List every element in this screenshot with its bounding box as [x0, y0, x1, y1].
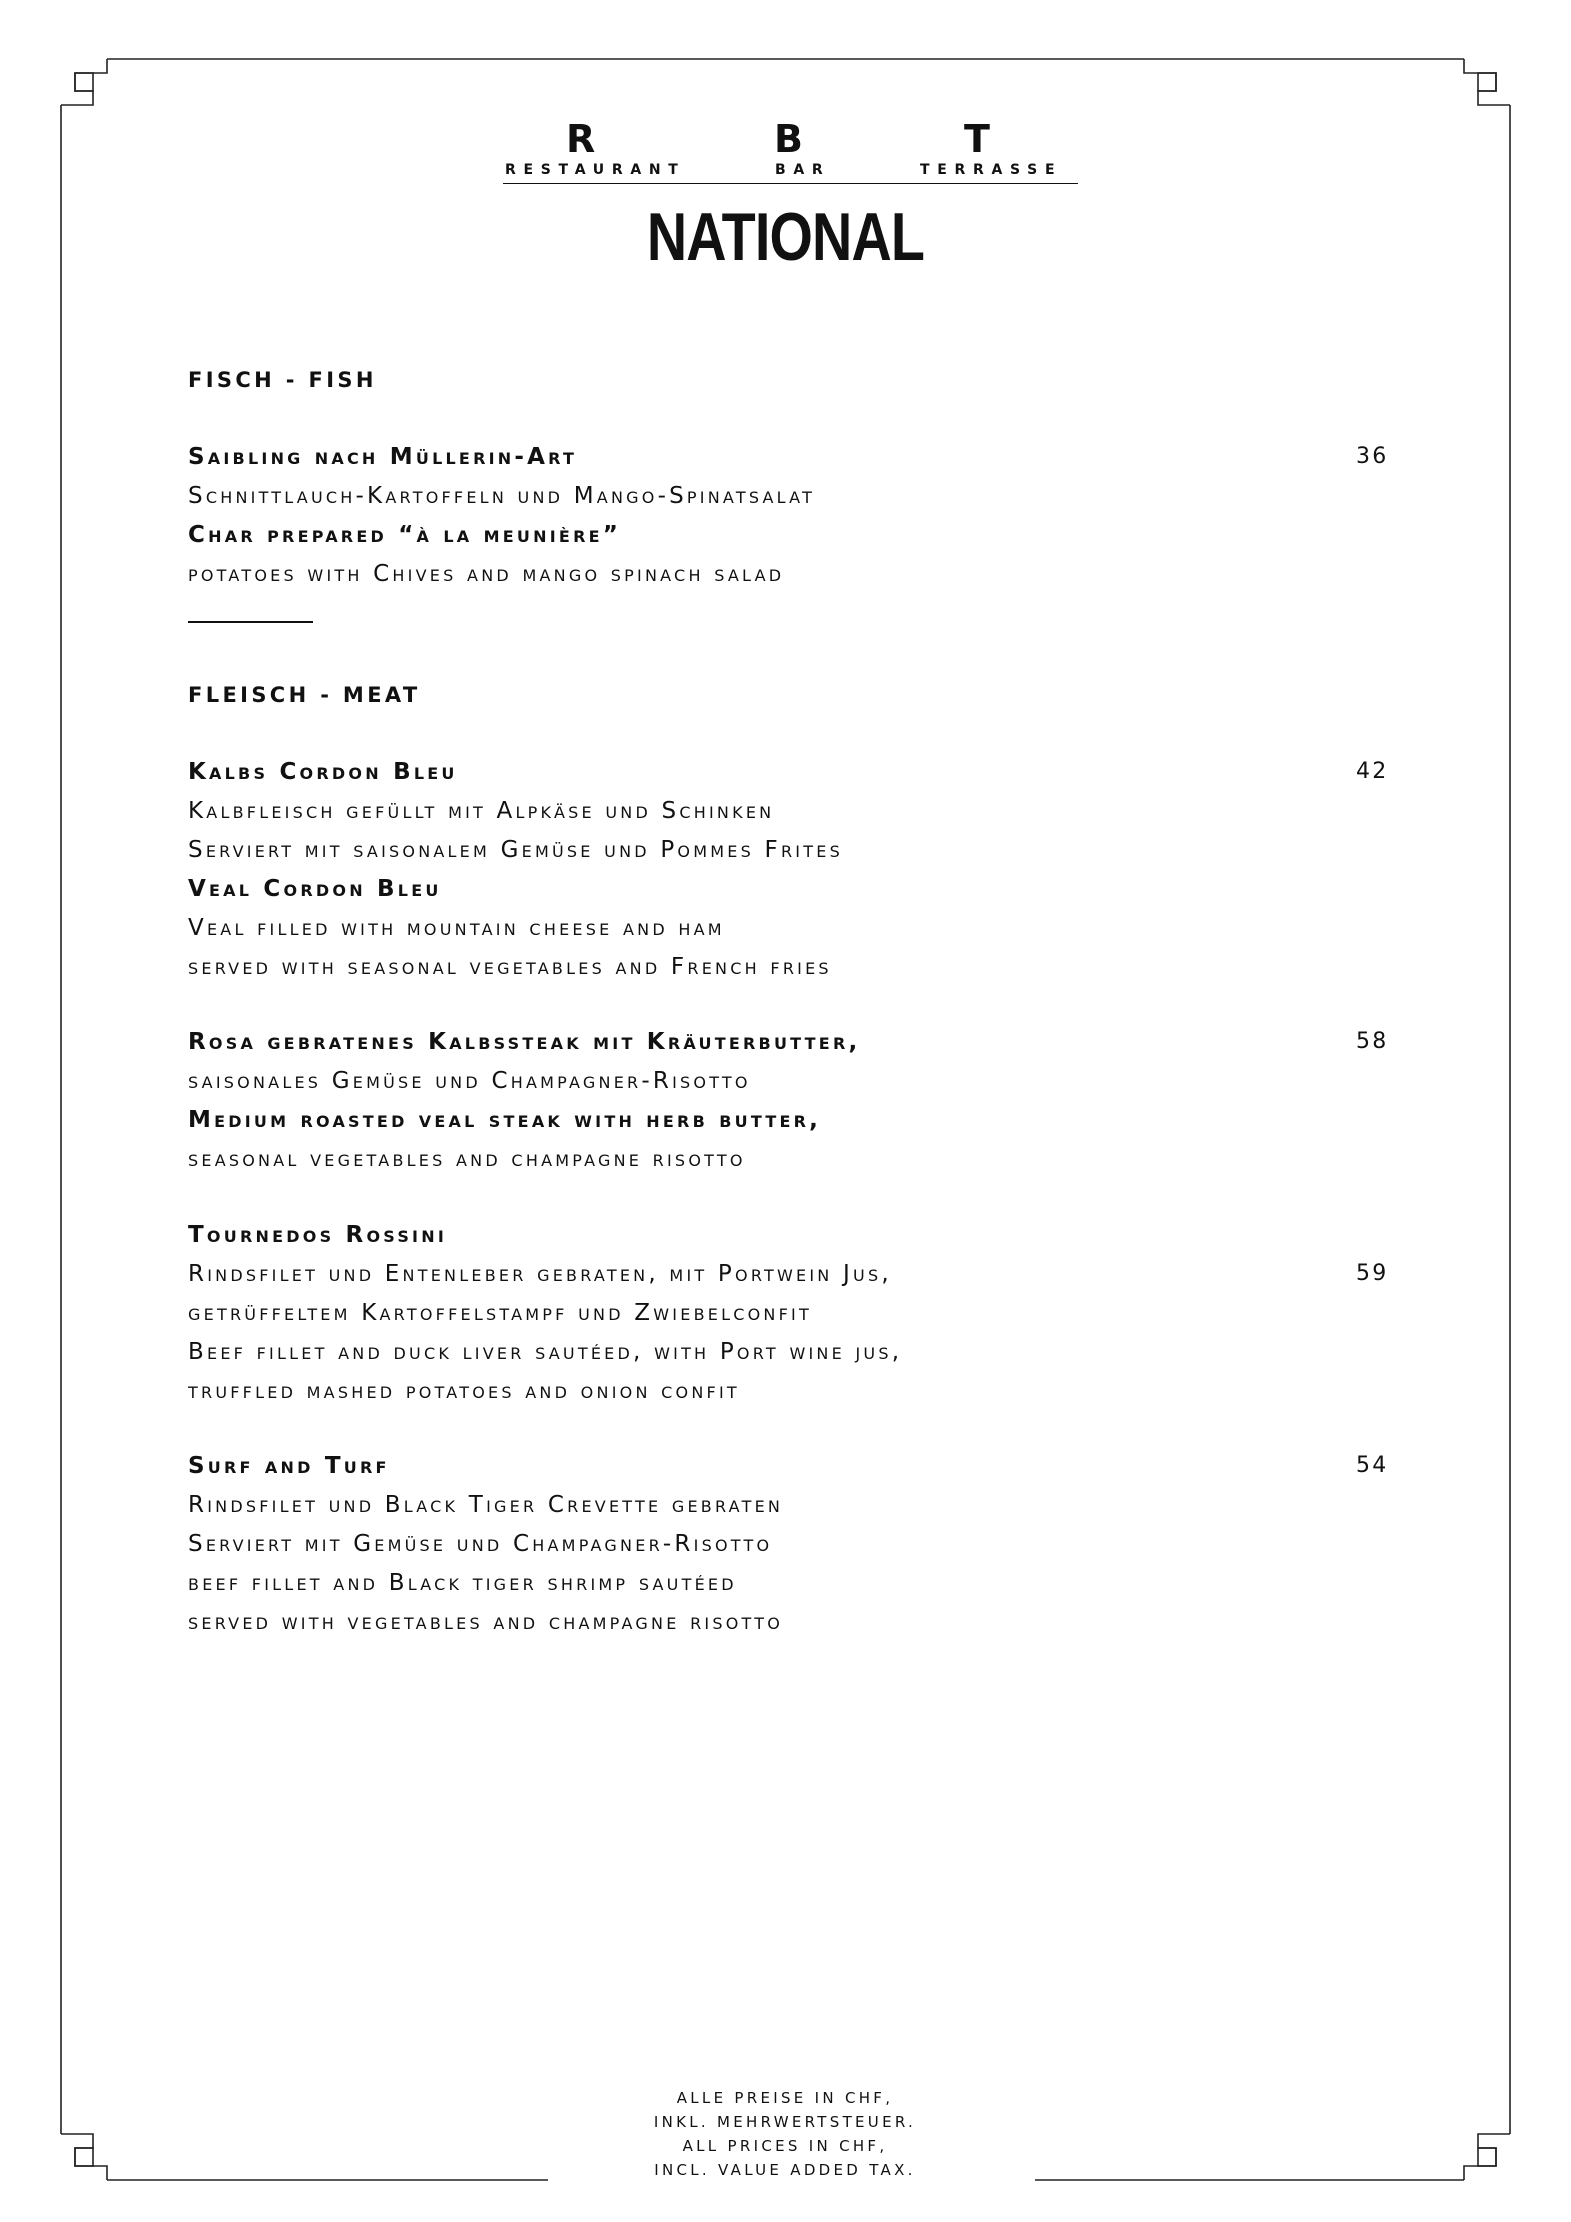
price-note-footer [560, 2086, 1010, 2182]
dish-description-english: seasonal vegetables and champagne risotto [188, 1146, 746, 1172]
dish-price: 42 [1356, 759, 1389, 784]
dish-description-english: truffled mashed potatoes and onion confit [188, 1378, 740, 1404]
footer-line: ALL PRICES IN CHF, [682, 2137, 888, 2155]
dish-price: 59 [1356, 1261, 1389, 1286]
dish-description: Rindsfilet und Entenleber gebraten, mit Portwein Jus, [188, 1261, 892, 1287]
dish-price: 54 [1356, 1453, 1389, 1478]
rbt-monogram-logo [560, 120, 1020, 156]
dish-description: getrüffeltem Kartoffelstampf und Zwiebelconfit [188, 1300, 812, 1326]
dish-title: Kalbs Cordon Bleu [188, 759, 458, 785]
dish-description: Serviert mit saisonalem Gemüse und Pommes Frites [188, 837, 843, 863]
dish-title-english: Medium roasted veal steak with herb butter, [188, 1107, 822, 1133]
dish-description: Schnittlauch-Kartoffeln und Mango-Spinatsalat [188, 483, 816, 509]
dish-description-english: Beef fillet and duck liver sautéed, with Port wine jus, [188, 1339, 903, 1365]
dish-title-english: Char prepared “à la meunière” [188, 522, 622, 548]
footer-line: INCL. VALUE ADDED TAX. [654, 2161, 916, 2179]
dish-description-english: Veal filled with mountain cheese and ham [188, 915, 725, 941]
dish-description: Serviert mit Gemüse und Champagner-Risotto [188, 1531, 773, 1557]
dish-description-english: served with seasonal vegetables and French fries [188, 954, 832, 980]
dish-description-english: potatoes with Chives and mango spinach salad [188, 561, 785, 587]
logo-divider [503, 183, 1078, 184]
restaurant-name: NATIONAL [646, 199, 925, 275]
dish-price: 58 [1356, 1029, 1389, 1054]
logo-subtitle-restaurant: RESTAURANT [505, 162, 686, 178]
dish-title: Saibling nach Müllerin-Art [188, 444, 578, 470]
dish-description-english: beef fillet and Black tiger shrimp sautéed [188, 1570, 737, 1596]
logo-letter-b: B [774, 120, 803, 156]
dish-description: Kalbfleisch gefüllt mit Alpkäse und Schinken [188, 798, 775, 824]
dish-title: Tournedos Rossini [188, 1222, 448, 1248]
dish-description-english: served with vegetables and champagne risotto [188, 1609, 784, 1635]
logo-letter-r: R [566, 120, 596, 156]
dish-description: Rindsfilet und Black Tiger Crevette gebraten [188, 1492, 784, 1518]
footer-line: INKL. MEHRWERTSTEUER. [653, 2113, 917, 2131]
footer-line: ALLE PREISE IN CHF, [676, 2089, 894, 2107]
section-heading-fish: FISCH - FISH [188, 368, 377, 392]
dish-title-english: Veal Cordon Bleu [188, 876, 442, 902]
logo-subtitle-terrasse: TERRASSE [920, 162, 1063, 178]
logo-subtitle-bar: BAR [775, 162, 831, 178]
dish-title: Rosa gebratenes Kalbssteak mit Kräuterbutter, [188, 1029, 861, 1055]
section-heading-meat: FLEISCH - MEAT [188, 683, 421, 707]
section-divider [188, 621, 313, 623]
logo-letter-t: T [964, 120, 990, 156]
dish-description: saisonales Gemüse und Champagner-Risotto [188, 1068, 751, 1094]
dish-price: 36 [1356, 444, 1389, 469]
dish-title: Surf and Turf [188, 1453, 390, 1479]
